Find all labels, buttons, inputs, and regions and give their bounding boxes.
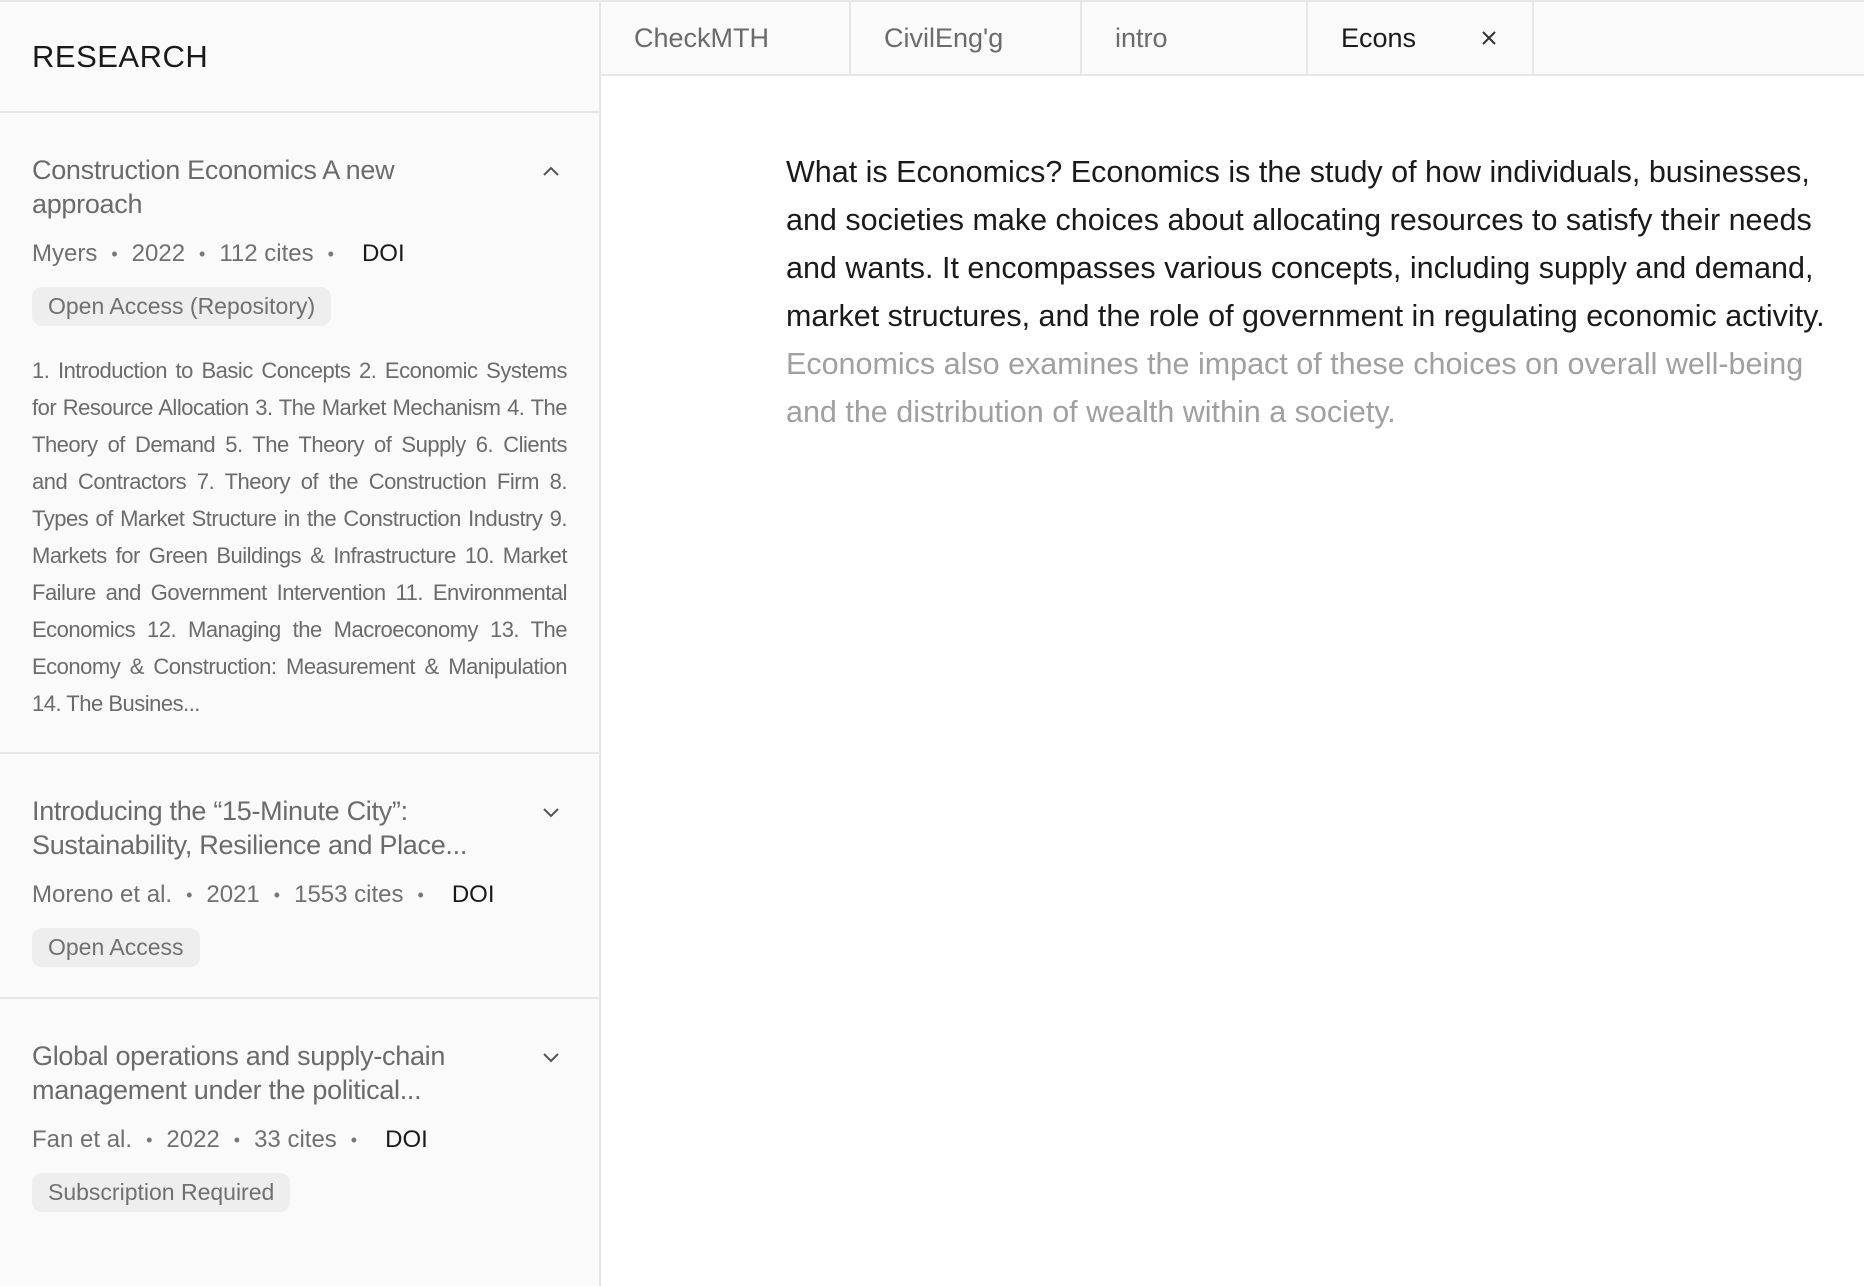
- access-badge: Open Access: [32, 928, 200, 967]
- paper-title[interactable]: Introducing the “15-Minute City”: Sustainability, Resilience and Place...: [32, 796, 468, 860]
- paper-cites: 33 cites: [254, 1126, 337, 1153]
- doi-link[interactable]: DOI: [361, 240, 405, 267]
- paper-cites: 1553 cites: [294, 881, 404, 908]
- paper-year: 2021: [206, 881, 260, 908]
- paper-meta: [32, 1125, 567, 1155]
- paper-item[interactable]: [0, 999, 599, 1212]
- paper-authors: Fan et al.: [32, 1126, 133, 1153]
- research-sidebar: [0, 0, 601, 1286]
- tab-bar: [601, 0, 1864, 76]
- doi-link[interactable]: DOI: [385, 1126, 428, 1153]
- paper-meta: [32, 239, 567, 269]
- separator-dot: •: [233, 1129, 241, 1150]
- separator-dot: •: [111, 243, 118, 264]
- document-text: What is Economics? Economics is the study of how individuals, businesses, and societies make choices about allocating resources to satisfy their needs and wants. It encompasses various concepts, including supply and demand, market structures, and the role of government in regulating economic activity.: [786, 155, 1825, 333]
- paper-item[interactable]: [0, 754, 599, 999]
- tab-intro[interactable]: [1082, 2, 1308, 74]
- separator-dot: •: [327, 243, 334, 264]
- tab-civilengg[interactable]: [851, 2, 1082, 74]
- chevron-down-icon[interactable]: [539, 1045, 563, 1069]
- paper-authors: Moreno et al.: [32, 881, 173, 908]
- ai-suggestion-text[interactable]: Economics also examines the impact of these choices on overall well-being and the distribution of wealth within a society.: [786, 347, 1804, 429]
- access-badge: Open Access (Repository): [32, 287, 331, 326]
- separator-dot: •: [199, 243, 206, 264]
- tab-label: CivilEng'g: [884, 22, 1004, 53]
- doi-link[interactable]: DOI: [451, 881, 495, 908]
- paper-meta: [32, 880, 567, 910]
- paper-title[interactable]: Construction Economics A new approach: [32, 155, 395, 219]
- paper-item[interactable]: [0, 113, 599, 754]
- tab-label: intro: [1115, 22, 1168, 53]
- sidebar-header: [0, 2, 599, 113]
- paper-year: 2022: [131, 240, 186, 267]
- document-editor[interactable]: [786, 148, 1836, 436]
- chevron-down-icon[interactable]: [539, 800, 563, 824]
- tab-checkmth[interactable]: [601, 2, 851, 74]
- access-badge: Subscription Required: [32, 1173, 290, 1212]
- paper-cites: 112 cites: [219, 240, 314, 267]
- paper-authors: Myers: [32, 240, 98, 267]
- paper-title[interactable]: Global operations and supply-chain management under the political...: [32, 1041, 446, 1105]
- separator-dot: •: [186, 884, 193, 905]
- separator-dot: •: [273, 884, 281, 905]
- separator-dot: •: [417, 884, 424, 905]
- separator-dot: •: [350, 1129, 358, 1150]
- chevron-up-icon[interactable]: [539, 159, 563, 183]
- separator-dot: •: [146, 1129, 153, 1150]
- tab-label: CheckMTH: [634, 22, 770, 53]
- tab-label: Econs: [1341, 22, 1417, 53]
- sidebar-title: RESEARCH: [32, 38, 209, 74]
- tab-econs[interactable]: [1308, 2, 1534, 74]
- close-tab-icon[interactable]: [1480, 29, 1498, 47]
- paper-abstract: 1. Introduction to Basic Concepts 2. Economic Systems for Resource Allocation 3. The Market Mechanism 4. The Theory of Demand 5. The Theory of Supply 6. Clients and Contractors 7. Theory of the Construction Firm 8. Types of Market Structure in the Construction Industry 9. Markets for Green Buildings & Infrastructure 10. Market Failure and Government Intervention 11. Environmental Economics 12. Managing the Macroeconomy 13. The Economy & Construction: Measurement & Manipulation 14. The Busines...: [32, 358, 567, 716]
- paper-year: 2022: [166, 1126, 220, 1153]
